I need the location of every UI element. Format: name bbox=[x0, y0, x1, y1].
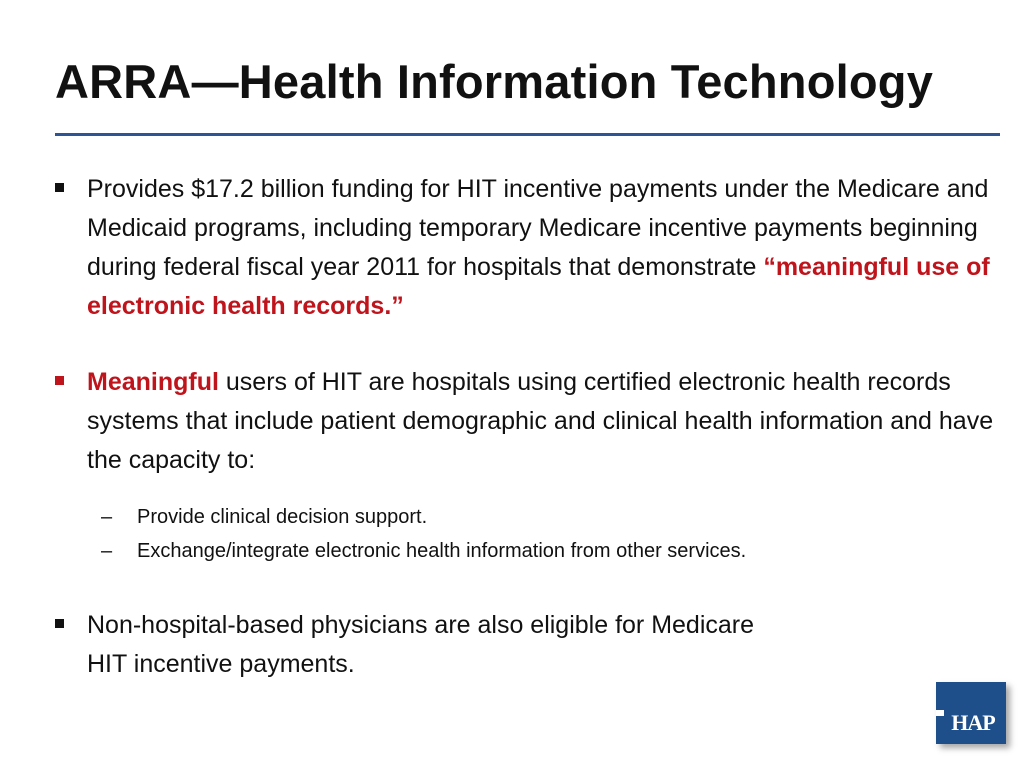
sub-bullet-exchange bbox=[55, 534, 995, 568]
bullet-physicians-line2: HIT incentive payments. bbox=[87, 650, 355, 678]
hap-logo bbox=[936, 682, 1006, 744]
bullet-meaningful-text: users of HIT are hospitals using certified electronic health records systems that include patient demographic and clinical health information and have the capacity to: bbox=[87, 368, 994, 474]
bullet-funding-text: Provides $17.2 billion funding for HIT incentive payments under the Medicare and Medicaid programs, including temporary Medicare incentive payments beginning during federal fiscal year 2011 for hospitals that demonstrate bbox=[87, 175, 989, 281]
bullet-meaningful-highlight: Meaningful bbox=[87, 368, 219, 396]
square-bullet-icon bbox=[55, 183, 64, 192]
bullet-list bbox=[55, 170, 995, 684]
bullet-funding-highlight: “meaningful use of electronic health records.” bbox=[87, 253, 990, 320]
dash-icon: – bbox=[101, 540, 113, 562]
sub-bullet-decision-support bbox=[55, 500, 995, 534]
bullet-physicians-line1: Non-hospital-based physicians are also eligible for Medicare bbox=[87, 611, 755, 639]
bullet-funding bbox=[55, 170, 995, 326]
sub-bullet-text: Exchange/integrate electronic health information from other services. bbox=[137, 540, 747, 562]
sub-bullet-list bbox=[55, 500, 995, 568]
square-bullet-icon bbox=[55, 619, 64, 628]
slide-title: ARRA—Health Information Technology bbox=[55, 55, 934, 108]
sub-bullet-text: Provide clinical decision support. bbox=[137, 506, 428, 528]
bullet-physicians bbox=[55, 606, 995, 684]
logo-text: HAP bbox=[951, 710, 995, 735]
dash-icon: – bbox=[101, 506, 113, 528]
bullet-meaningful-users bbox=[55, 363, 995, 480]
square-bullet-icon bbox=[55, 376, 64, 385]
title-divider bbox=[55, 133, 1000, 136]
